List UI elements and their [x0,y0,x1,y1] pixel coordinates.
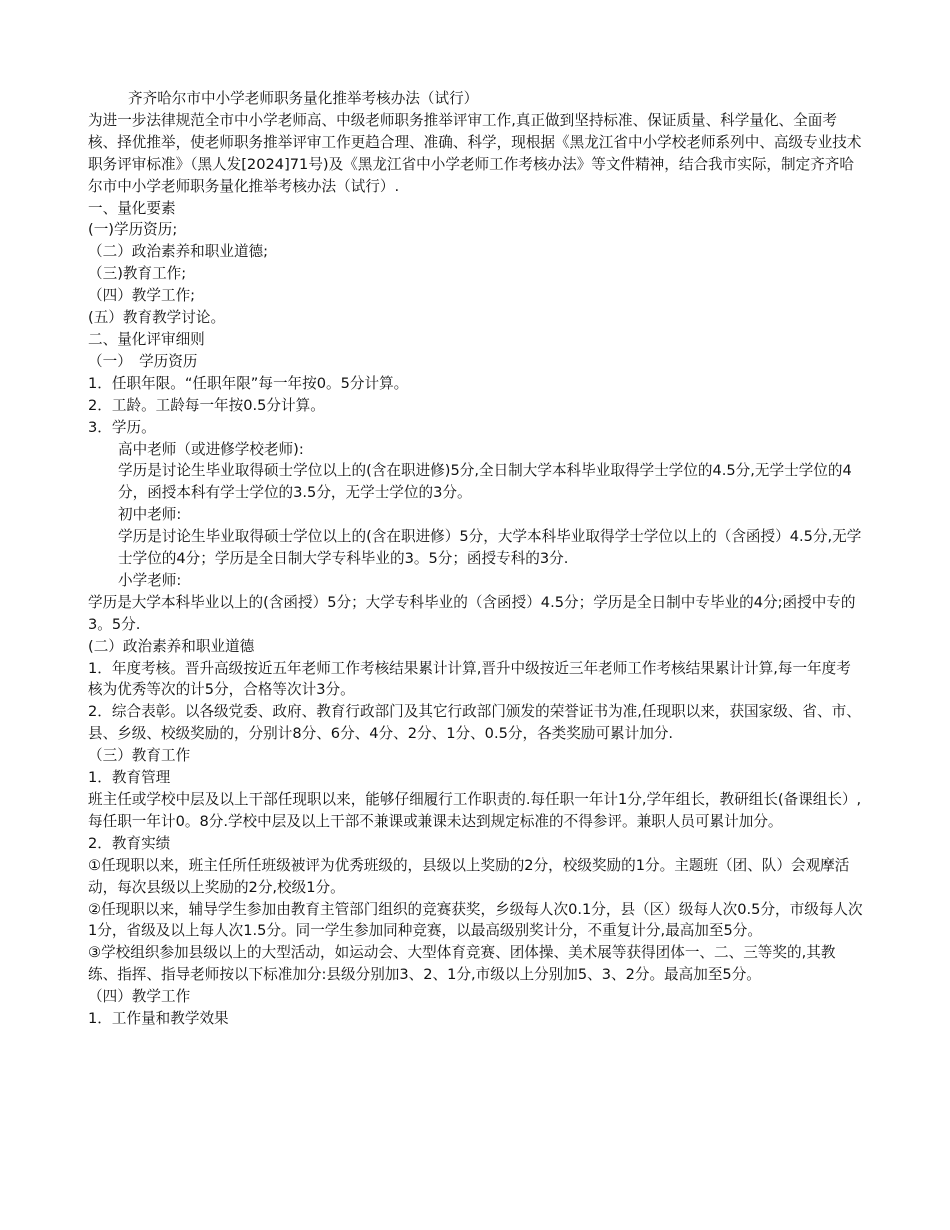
subsection-heading-education-history: （一） 学历资历 [88,352,198,370]
heading-education-results: 2．教育实绩 [88,834,171,852]
section-heading-quantitative-factors: 一、量化要素 [88,199,176,217]
rule-result-class: ①任现职以来，班主任所任班级被评为优秀班级的，县级以上奖励的2分，校级奖励的1分。主题班（团、队）会观摩活动，每次县级以上奖励的2分,校级1分。 [88,856,850,896]
factor-item-teaching-work: （四）教学工作; [88,287,196,305]
senior-teacher-rule: 学历是讨论生毕业取得硕士学位以上的(含在职进修)5分,全日制大学本科毕业取得学士学位的4.5分,无学士学位的4分，函授本科有学士学位的3.5分，无学士学位的3分。 [118,462,852,502]
factor-item-ethics: （二）政治素养和职业道德; [88,243,269,261]
rule-result-activities: ③学校组织参加县级以上的大型活动，如运动会、大型体育竞赛、团体操、美术展等获得团体一、二、三等奖的,其教练、指挥、指导老师按以下标准加分:县级分别加3、2、1分,市级以上分别加5、3、2分。最高加至5分。 [88,944,836,984]
rule-seniority: 2．工龄。工龄每一年按0.5分计算。 [88,396,325,414]
document-title: 齐齐哈尔市中小学老师职务量化推举考核办法（试行） [128,90,479,107]
primary-teacher-label: 小学老师: [118,571,182,589]
rule-result-competition: ②任现职以来，辅导学生参加由教育主管部门组织的竞赛获奖，乡级每人次0.1分，县（区）级每人次0.5分，市级每人次1分，省级及以上每人次1.5分。同一学生参加同种竞赛，以最高级别奖计分，不重复计分,最高加至5分。 [88,900,863,940]
heading-education-management: 1．教育管理 [88,769,171,787]
heading-workload: 1．工作量和教学效果 [88,1010,229,1028]
document-page [88,88,864,1030]
factor-item-research: (五）教育教学讨论。 [88,309,226,327]
factor-item-education-work: （三)教育工作; [88,265,187,283]
junior-teacher-rule: 学历是讨论生毕业取得硕士学位以上的(含在职进修）5分，大学本科毕业取得学士学位以上的（含函授）4.5分,无学士学位的4分；学历是全日制大学专科毕业的3。5分；函授专科的3分. [118,528,862,568]
primary-teacher-rule: 学历是大学本科毕业以上的(含函授）5分；大学专科毕业的（含函授）4.5分；学历是全日制中专毕业的4分;函授中专的3。5分. [88,593,856,633]
subsection-heading-teaching-work: （四）教学工作 [88,988,191,1006]
rule-annual-review: 1．年度考核。晋升高级按近五年老师工作考核结果累计计算,晋升中级按近三年老师工作考核结果累计计算,每一年度考核为优秀等次的计5分，合格等次计3分。 [88,659,851,699]
section-heading-evaluation-rules: 二、量化评审细则 [88,330,205,348]
intro-paragraph: 为进一步法律规范全市中小学老师高、中级老师职务推举评审工作,真正做到坚持标准、保证质量、科学量化、全面考核、择优推举，使老师职务推举评审工作更趋合理、准确、科学，现根据《黑龙江省中小学校老师系列中、高级专业技术职务评审标准》（黑人发[2024]71号)及《黑龙江省中小学老师工作考核办法》等文件精神，结合我市实际，制定齐齐哈尔市中小学老师职务量化推举考核办法（试行）. [88,111,862,195]
rule-tenure: 1．任职年限。“任职年限”每一年按0。5分计算。 [88,374,409,392]
rule-degree: 3．学历。 [88,418,156,436]
factor-item-education: (一)学历资历; [88,221,178,239]
subsection-heading-education-work: （三）教育工作 [88,747,191,765]
rule-commendation: 2．综合表彰。以各级党委、政府、教育行政部门及其它行政部门颁发的荣誉证书为准,任现职以来，获国家级、省、市、县、乡级、校级奖励的，分别计8分、6分、4分、2分、1分、0.5分，各类奖励可累计加分. [88,703,861,743]
rule-education-management: 班主任或学校中层及以上干部任现职以来，能够仔细履行工作职责的.每任职一年计1分,学年组长，教研组长(备课组长）,每任职一年计0。8分.学校中层及以上干部不兼课或兼课未达到规定标准的不得参评。兼职人员可累计加分。 [88,791,862,830]
junior-teacher-label: 初中老师: [118,506,182,524]
subsection-heading-ethics: (二）政治素养和职业道德 [88,637,255,655]
senior-teacher-label: 高中老师（或进修学校老师): [118,440,304,458]
